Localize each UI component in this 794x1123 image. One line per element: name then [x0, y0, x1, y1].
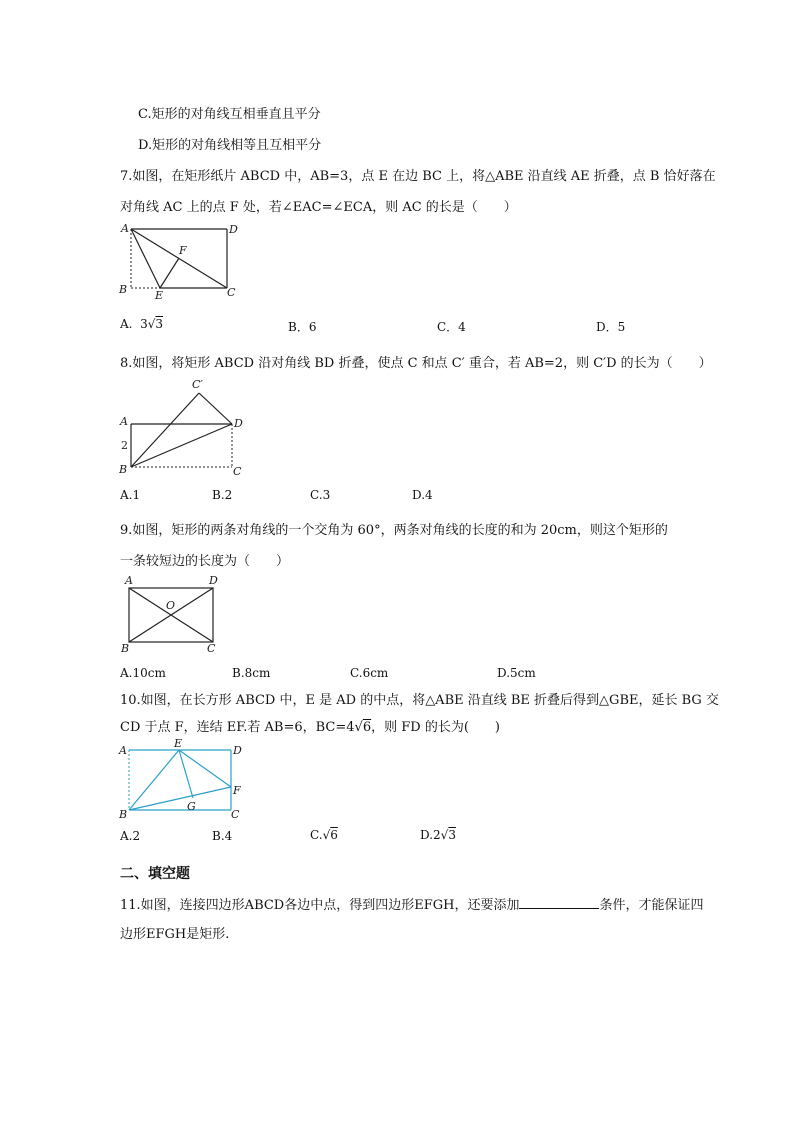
- q11-answer-blank[interactable]: [519, 896, 599, 909]
- q10-option-c: [310, 828, 338, 842]
- q8-option-c: C.3: [310, 488, 331, 502]
- q10-option-c-prefix: C.: [310, 828, 323, 842]
- q8-label-length-ab: 2: [121, 439, 128, 452]
- q9-label-c: C: [207, 642, 216, 655]
- q7-segment-ef: [160, 258, 179, 288]
- radical-sign: √: [354, 720, 363, 735]
- q10-option-d: [420, 828, 456, 842]
- q7-stem-line2: 对角线 AC 上的点 F 处，若∠EAC=∠ECA，则 AC 的长是（ ）: [120, 200, 517, 215]
- q7-figure: [115, 220, 245, 305]
- q10-label-c: C: [231, 808, 240, 821]
- q8-label-d: D: [234, 417, 243, 430]
- q7-option-a-radicand: 3: [155, 317, 164, 331]
- q11-stem-line1-pre: 11.如图，连接四边形ABCD各边中点，得到四边形EFGH，还要添加: [120, 898, 520, 913]
- radical-sign: √: [440, 828, 449, 842]
- q10-label-e: E: [174, 738, 183, 750]
- q8-label-c: C: [233, 465, 242, 478]
- q9-label-d: D: [209, 574, 218, 587]
- radical-sign: √: [147, 317, 156, 331]
- q7-label-b: B: [119, 283, 128, 296]
- q8-diagonal-bd: [131, 424, 232, 467]
- q7-stem-line1: 7.如图，在矩形纸片 ABCD 中，AB=3，点 E 在边 BC 上，将△ABE 沿直线 AE 折叠，点 B 恰好落在: [120, 169, 716, 184]
- radical-sign: √: [322, 828, 331, 842]
- q10-label-b: B: [119, 808, 128, 821]
- q6-option-d: D.矩形的对角线相等且互相平分: [138, 138, 322, 153]
- q10-label-g: G: [187, 800, 196, 813]
- q10-stem-line2-post: ，则 FD 的长为( ): [371, 720, 500, 735]
- q8-label-a: A: [120, 415, 128, 428]
- q7-option-b: B．6: [288, 320, 317, 334]
- q10-segment-ef: [179, 750, 231, 787]
- q10-stem-line2-pre: CD 于点 F，连结 EF.若 AB=6，BC=4: [120, 720, 355, 735]
- q8-label-b: B: [119, 463, 128, 476]
- q7-option-a-prefix: A.: [120, 317, 133, 331]
- q11-stem-line1: [120, 894, 703, 913]
- q9-stem-line2: 一条较短边的长度为（ ）: [120, 554, 290, 569]
- q10-label-d: D: [233, 744, 242, 757]
- q10-segment-bf: [129, 787, 231, 810]
- q8-segment-cprimed: [199, 393, 232, 424]
- q7-option-a-coef: 3: [140, 317, 148, 331]
- q6-option-c: C.矩形的对角线互相垂直且平分: [138, 107, 321, 122]
- q7-label-d: D: [229, 223, 238, 236]
- q8-stem-line1: 8.如图，将矩形 ABCD 沿对角线 BD 折叠，使点 C 和点 C′ 重合，若 AB=2，则 C′D 的长为（ ）: [120, 356, 712, 371]
- q10-label-f: F: [233, 784, 241, 797]
- q10-stem-line2: [120, 716, 500, 735]
- section-title-fill-blank: 二、填空题: [120, 866, 190, 882]
- q7-option-a: [120, 317, 163, 331]
- q8-option-a: A.1: [120, 488, 141, 502]
- q10-option-c-radicand: 6: [330, 828, 338, 842]
- q10-option-b: B.4: [212, 829, 233, 843]
- q10-segment-eg: [179, 750, 193, 798]
- q10-option-a: A.2: [120, 829, 141, 843]
- q10-option-d-radicand: 3: [448, 828, 456, 842]
- q10-label-a: A: [119, 744, 127, 757]
- q10-stem-line1: 10.如图，在长方形 ABCD 中，E 是 AD 的中点，将△ABE 沿直线 BE 折叠后得到△GBE，延长 BG 交: [120, 693, 719, 708]
- q9-figure: [115, 574, 230, 658]
- q9-option-c: C.6cm: [350, 666, 389, 680]
- q10-stem-line2-radicand: 6: [362, 720, 372, 735]
- q8-label-cprime: C′: [192, 378, 203, 391]
- q8-figure: [115, 375, 255, 480]
- q8-segment-bcprime: [131, 393, 199, 467]
- q7-label-e: E: [155, 289, 164, 302]
- q8-option-d: D.4: [412, 488, 433, 502]
- q9-label-o: O: [166, 599, 176, 612]
- q7-label-a: A: [121, 222, 129, 235]
- q9-option-d: D.5cm: [497, 666, 536, 680]
- q8-option-b: B.2: [212, 488, 233, 502]
- q7-option-d: D．5: [596, 320, 626, 334]
- q7-option-c: C．4: [437, 320, 466, 334]
- q7-label-f: F: [179, 244, 187, 257]
- q9-stem-line1: 9.如图，矩形的两条对角线的一个交角为 60°，两条对角线的长度的和为 20cm，则这个矩形的: [120, 523, 668, 538]
- q9-label-b: B: [121, 642, 130, 655]
- q11-stem-line2: 边形EFGH是矩形.: [120, 927, 230, 942]
- q9-label-a: A: [125, 574, 133, 587]
- q9-option-a: A.10cm: [120, 666, 166, 680]
- q7-label-c: C: [227, 286, 236, 299]
- q11-stem-line1-post: 条件，才能保证四: [599, 898, 704, 913]
- q10-option-d-prefix: D.2: [420, 828, 441, 842]
- q9-option-b: B.8cm: [232, 666, 271, 680]
- q10-figure: [115, 738, 250, 823]
